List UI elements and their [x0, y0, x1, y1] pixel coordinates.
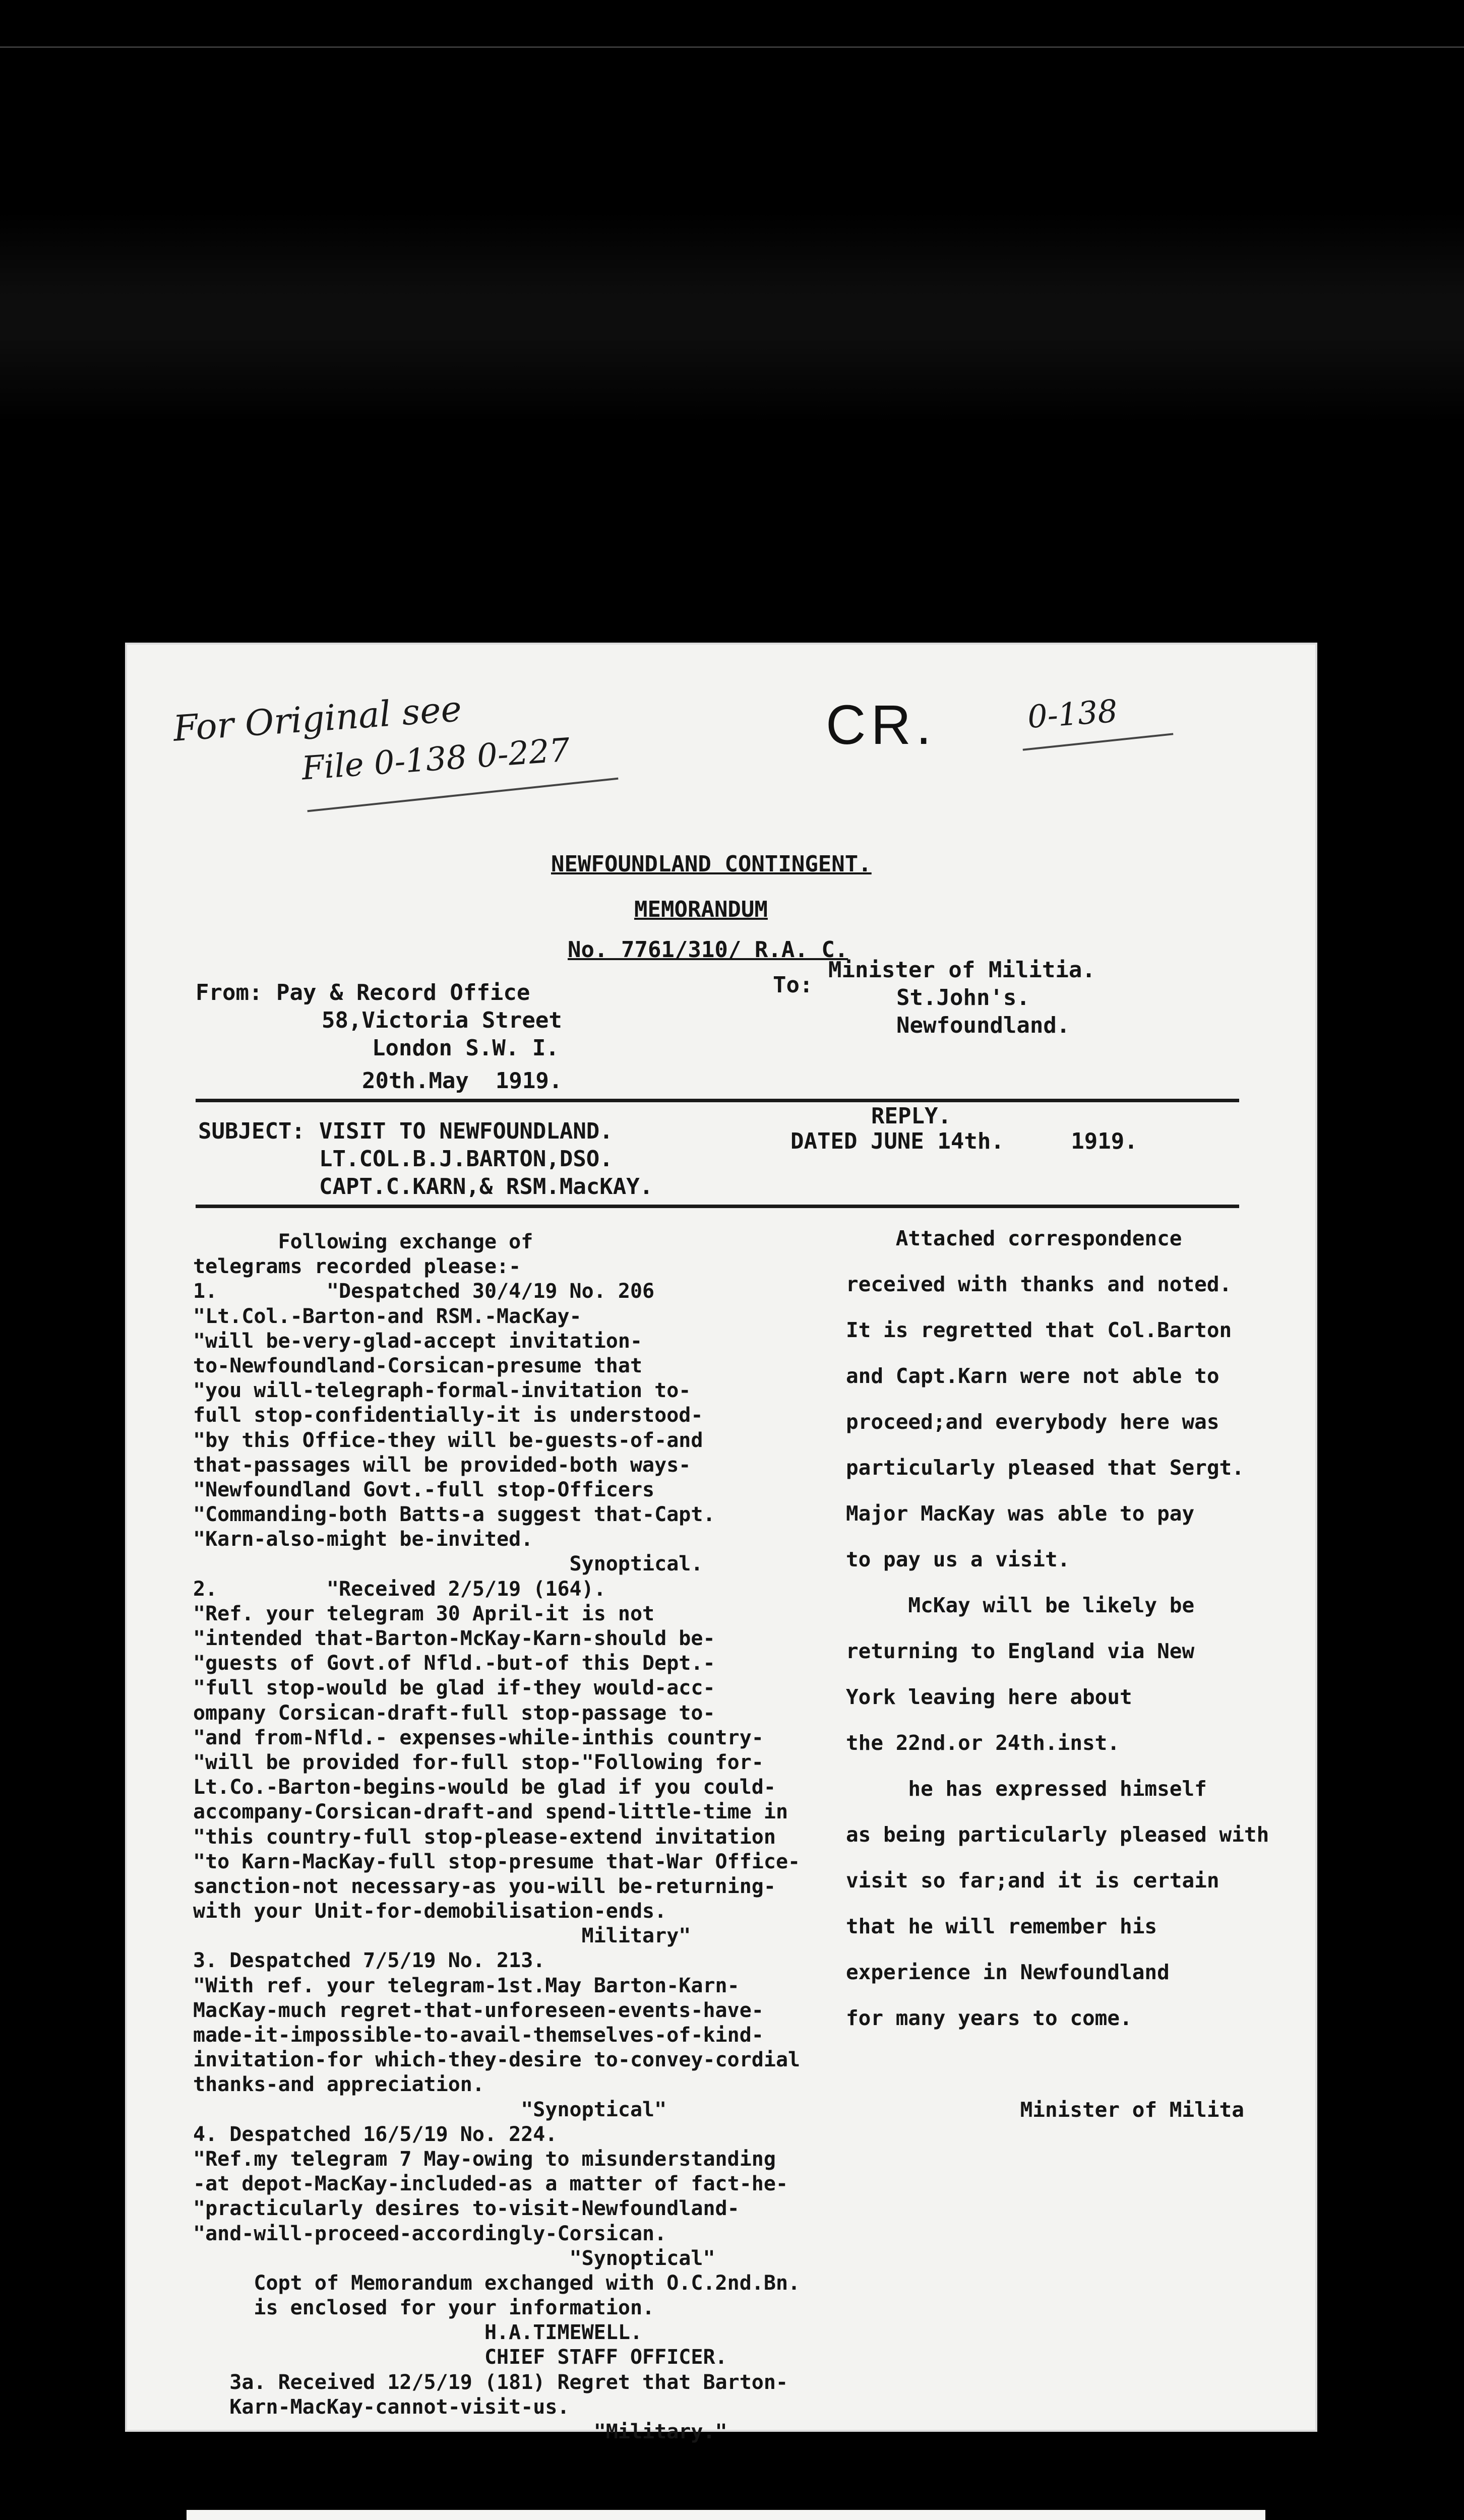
text-line: CHIEF STAFF OFFICER. — [193, 2346, 727, 2369]
text-line — [846, 1434, 1300, 1457]
header-rule-top — [196, 1099, 1239, 1102]
text-line — [846, 1755, 1300, 1778]
text-line — [846, 1480, 1300, 1503]
file-number-underline — [1023, 733, 1174, 750]
header-rule-bottom — [196, 1205, 1239, 1208]
text-line: Attached correspondence — [846, 1226, 1182, 1250]
text-line: invitation-for which-they-desire to-convey-cordial — [193, 2048, 801, 2072]
text-line: 1. "Despatched 30/4/19 No. 206 — [193, 1280, 655, 1303]
dark-background-band — [0, 212, 1464, 423]
text-line: that-passages will be provided-both ways- — [193, 1453, 691, 1477]
text-line: ompany Corsican-draft-full stop-passage to- — [193, 1701, 715, 1725]
org-heading: NEWFOUNDLAND CONTINGENT. — [551, 851, 872, 877]
memo-number: No. 7761/310/ R.A. C. — [568, 937, 848, 963]
text-line: York leaving here about — [846, 1685, 1132, 1709]
text-line: experience in Newfoundland — [846, 1960, 1170, 1984]
text-line — [846, 1617, 1300, 1641]
text-line: "Synoptical" — [193, 2246, 715, 2270]
text-line: "to Karn-MacKay-full stop-presume that-War Office- — [193, 1850, 801, 1873]
text-line: "intended that-Barton-McKay-Karn-should be- — [193, 1627, 715, 1650]
text-line — [846, 1388, 1300, 1411]
text-line: Minister of Milita — [846, 2098, 1244, 2122]
text-line: Lt.Co.-Barton-begins-would be glad if you could- — [193, 1776, 776, 1799]
text-line: that he will remember his — [846, 1914, 1157, 1938]
text-line: "With ref. your telegram-1st.May Barton-Karn- — [193, 1974, 740, 1997]
text-line: It is regretted that Col.Barton — [846, 1318, 1232, 1342]
text-line: "you will-telegraph-formal-invitation to- — [193, 1379, 691, 1403]
text-line: thanks-and appreciation. — [193, 2073, 484, 2097]
from-line2: 58,Victoria Street — [322, 1007, 562, 1033]
text-line: "and from-Nfld.- expenses-while-inthis country- — [193, 1726, 764, 1749]
text-line: full stop-confidentially-it is understood- — [193, 1404, 703, 1427]
subject-line3: CAPT.C.KARN,& RSM.MacKAY. — [319, 1174, 653, 1200]
text-line: "Ref. your telegram 30 April-it is not — [193, 1602, 655, 1625]
text-line: for many years to come. — [846, 2006, 1132, 2030]
text-line: with your Unit-for-demobilisation-ends. — [193, 1900, 667, 1923]
text-line: particularly pleased that Sergt. — [846, 1456, 1244, 1480]
text-line: and Capt.Karn were not able to — [846, 1364, 1219, 1388]
text-line — [846, 1526, 1300, 1549]
text-line — [846, 1571, 1300, 1595]
reply-dated: DATED JUNE 14th. 1919. — [790, 1128, 1138, 1154]
text-line: Following exchange of — [193, 1230, 533, 1253]
text-line: "will be provided for-full stop-"Following for- — [193, 1750, 764, 1774]
text-line: "full stop-would be glad if-they would-acc- — [193, 1676, 715, 1700]
memo-date: 20th.May 1919. — [362, 1068, 563, 1094]
text-line: Copt of Memorandum exchanged with O.C.2nd.Bn. — [193, 2271, 801, 2295]
cr-stamp: CR. — [826, 694, 937, 756]
text-line — [846, 1893, 1300, 1916]
text-line — [846, 1938, 1300, 1962]
from-label: From: — [196, 980, 263, 1005]
text-line: the 22nd.or 24th.inst. — [846, 1731, 1120, 1755]
text-line: Major MacKay was able to pay — [846, 1501, 1195, 1526]
text-line: to pay us a visit. — [846, 1547, 1070, 1571]
from-line3: London S.W. I. — [372, 1035, 559, 1061]
text-line: made-it-impossible-to-avail-themselves-of-kind- — [193, 2024, 764, 2047]
text-line: proceed;and everybody here was — [846, 1410, 1219, 1434]
handwritten-note-line2: File 0-138 0-227 — [300, 731, 571, 788]
text-line: 3a. Received 12/5/19 (181) Regret that Barton- — [193, 2370, 788, 2394]
top-edge-line — [0, 46, 1464, 48]
text-line: H.A.TIMEWELL. — [193, 2321, 643, 2345]
to-line2: St.John's. — [896, 985, 1030, 1011]
text-line: "Karn-also-might be-invited. — [193, 1528, 533, 1551]
text-line: "guests of Govt.of Nfld.-but-of this Dept.- — [193, 1652, 715, 1675]
memorandum-heading: MEMORANDUM — [634, 897, 768, 922]
text-line — [846, 2076, 1300, 2099]
outgoing-telegrams-column — [193, 1230, 838, 2444]
text-line: "Synoptical" — [193, 2098, 667, 2121]
handwritten-file-number: 0-138 — [1026, 692, 1119, 736]
text-line: "will be-very-glad-accept invitation- — [193, 1329, 643, 1353]
text-line: "Lt.Col.-Barton-and RSM.-MacKay- — [193, 1304, 582, 1328]
text-line — [846, 1847, 1300, 1870]
text-line: "this country-full stop-please-extend invitation — [193, 1825, 776, 1849]
text-line: "Newfoundland Govt.-full stop-Officers — [193, 1478, 655, 1501]
text-line — [846, 1663, 1300, 1686]
text-line: MacKay-much regret-that-unforeseen-events-have- — [193, 1998, 764, 2022]
text-line: "and-will-proceed-accordingly-Corsican. — [193, 2222, 667, 2245]
text-line: as being particularly pleased with — [846, 1822, 1269, 1847]
text-line: accompany-Corsican-draft-and spend-little-time in — [193, 1800, 788, 1824]
archive-label — [187, 2510, 1265, 2520]
text-line: returning to England via New — [846, 1639, 1195, 1663]
text-line: "Commanding-both Batts-a suggest that-Capt. — [193, 1503, 715, 1527]
text-line: is enclosed for your information. — [193, 2296, 655, 2320]
text-line: "practicularly desires to-visit-Newfoundland- — [193, 2197, 740, 2221]
text-line — [846, 1342, 1300, 1365]
text-line: 3. Despatched 7/5/19 No. 213. — [193, 1949, 545, 1973]
from-line1: Pay & Record Office — [276, 980, 530, 1005]
text-line — [846, 1296, 1300, 1319]
text-line — [846, 2030, 1300, 2053]
subject-line1: VISIT TO NEWFOUNDLAND. — [319, 1118, 613, 1144]
text-line: Military" — [193, 1924, 691, 1948]
handwritten-note-line1: For Original see — [171, 688, 463, 749]
to-line3: Newfoundland. — [896, 1013, 1070, 1038]
text-line — [846, 1250, 1300, 1274]
text-line: sanction-not necessary-as you-will be-returning- — [193, 1874, 776, 1898]
text-line: he has expressed himself — [846, 1777, 1207, 1801]
text-line: 4. Despatched 16/5/19 No. 224. — [193, 2122, 558, 2146]
text-line: 2. "Received 2/5/19 (164). — [193, 1577, 606, 1601]
text-line: -at depot-MacKay-included-as a matter of fact-he- — [193, 2172, 788, 2196]
text-line — [846, 1801, 1300, 1824]
text-line — [846, 2053, 1300, 2076]
text-line: McKay will be likely be — [846, 1593, 1195, 1617]
text-line: received with thanks and noted. — [846, 1272, 1232, 1296]
reply-column — [846, 1227, 1300, 2122]
text-line: "by this Office-they will be-guests-of-and — [193, 1428, 703, 1452]
text-line: Karn-MacKay-cannot-visit-us. — [193, 2395, 570, 2419]
subject-line2: LT.COL.B.J.BARTON,DSO. — [319, 1146, 613, 1172]
text-line — [846, 1984, 1300, 2007]
text-line: "Military." — [193, 2420, 727, 2443]
text-line: Synoptical. — [193, 1552, 703, 1576]
text-line: visit so far;and it is certain — [846, 1868, 1219, 1893]
subject-label: SUBJECT: — [198, 1118, 305, 1144]
text-line: to-Newfoundland-Corsican-presume that — [193, 1354, 643, 1377]
reply-label: REPLY. — [871, 1103, 951, 1129]
memorandum-sheet — [125, 643, 1317, 2443]
text-line: telegrams recorded please:- — [193, 1255, 521, 1279]
text-line — [846, 1709, 1300, 1732]
to-label: To: — [773, 972, 813, 998]
to-line1: Minister of Militia. — [828, 957, 1095, 983]
text-line: "Ref.my telegram 7 May-owing to misunderstanding — [193, 2147, 776, 2171]
